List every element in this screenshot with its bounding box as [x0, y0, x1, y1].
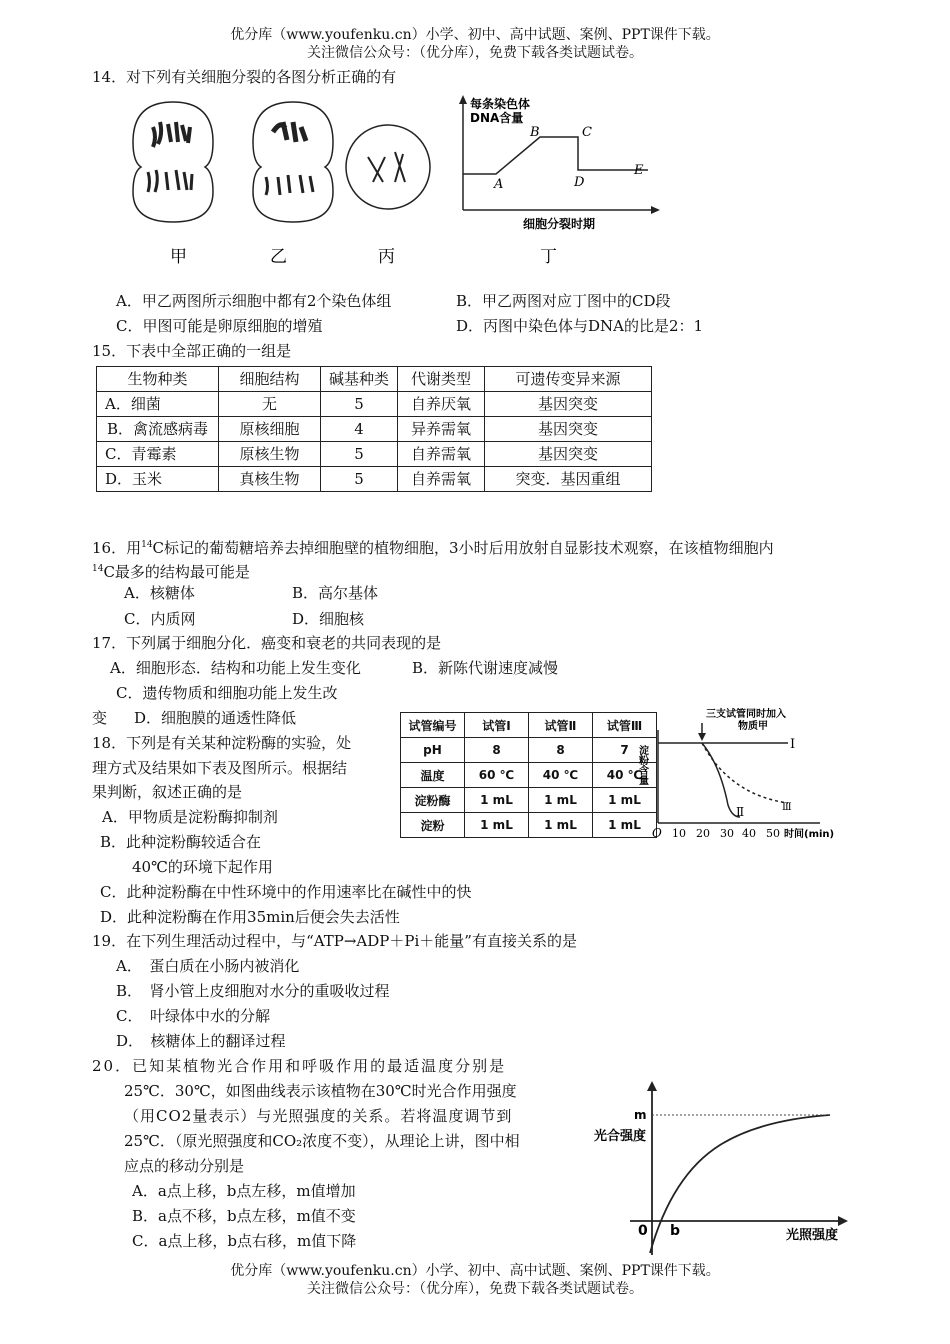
table-header-row: [401, 713, 657, 738]
q14-option-a: A．甲乙两图所示细胞中都有2个染色体组: [116, 292, 392, 310]
q16-option-b: B．高尔基体: [292, 584, 379, 602]
b-label: b: [670, 1223, 681, 1239]
q20-option-a: A．a点上移，b点左移，m值增加: [132, 1182, 356, 1200]
q17-option-a: A．细胞形态．结构和功能上发生变化: [110, 659, 361, 677]
graph-xlabel: 时间(min): [784, 829, 835, 840]
q18-option-a: A．甲物质是淀粉酶抑制剂: [102, 808, 278, 826]
label-ding: 丁: [540, 247, 557, 267]
q19-option-b: B． 肾小管上皮细胞对水分的重吸收过程: [116, 982, 390, 1000]
graph-xlabel: 光照强度: [786, 1228, 839, 1243]
q16-text: C标记的葡萄糖培养去掉细胞壁的植物细胞，3小时后用放射自显影技术观察，在该植物细胞内: [152, 539, 774, 557]
cell-yi: [253, 102, 333, 222]
q16-option-a: A．核糖体: [124, 584, 195, 602]
table-cell: 5: [321, 467, 398, 492]
q16-line-2: [92, 558, 250, 583]
table-cell: 1 mL: [529, 788, 593, 813]
header-cell: 细胞结构: [219, 367, 321, 392]
tick-label: 20: [696, 827, 710, 840]
cell-jia: [133, 102, 213, 222]
label-yi: 乙: [270, 247, 287, 267]
table-cell: 8: [529, 738, 593, 763]
graph-title-1: 三支试管同时加入: [706, 709, 786, 720]
ding-ylabel-1: 每条染色体: [470, 97, 531, 111]
q16-text: C最多的结构最可能是: [103, 563, 250, 581]
m-label: m: [634, 1108, 647, 1122]
q17-option-c-2: 变: [92, 709, 108, 727]
graph-title-2: 物质甲: [738, 721, 768, 732]
q16-superscript: 14: [141, 540, 153, 550]
curve-label-I: Ⅰ: [790, 737, 796, 752]
table-cell: 自养需氧: [398, 467, 485, 492]
table-row: [97, 442, 652, 467]
table-cell: 自养需氧: [398, 442, 485, 467]
table-cell: C．青霉素: [97, 442, 219, 467]
table-cell: pH: [401, 738, 465, 763]
table-cell: 1 mL: [593, 788, 657, 813]
table-cell: 原核生物: [219, 442, 321, 467]
point-A: A: [494, 177, 504, 192]
q18-option-c: C．此种淀粉酶在中性环境中的作用速率比在碱性中的快: [100, 883, 472, 901]
table-cell: 突变．基因重组: [485, 467, 652, 492]
table-cell: 基因突变: [485, 442, 652, 467]
label-bing: 丙: [378, 247, 395, 267]
table-row: [401, 813, 657, 838]
q20-graph: [590, 1075, 860, 1255]
q16-line-1: [92, 534, 774, 559]
table-row: [401, 788, 657, 813]
header-cell: 试管编号: [401, 713, 465, 738]
q19-option-d: D． 核糖体上的翻译过程: [116, 1032, 286, 1050]
table-cell: 40 ℃: [593, 763, 657, 788]
q14-option-c: C．甲图可能是卵原细胞的增殖: [116, 317, 323, 335]
table-cell: 1 mL: [465, 788, 529, 813]
table-cell: 原核细胞: [219, 417, 321, 442]
tick-label: 30: [720, 827, 734, 840]
footer-line-1: 优分库（www.youfenku.cn）小学、初中、高中试题、案例、PPT课件下载。: [230, 1263, 720, 1279]
table-cell: 7: [593, 738, 657, 763]
point-D: D: [574, 175, 585, 190]
curve-III: [702, 743, 788, 803]
table-cell: A．细菌: [97, 392, 219, 417]
q20-line-5: 应点的移动分别是: [124, 1157, 245, 1175]
footer-line-2: 关注微信公众号：（优分库），免费下载各类试题试卷。: [307, 1281, 643, 1297]
origin-label: 0: [638, 1223, 648, 1239]
q14-cell-figures: [118, 92, 448, 272]
q18-stem-1: 18．下列是有关某种淀粉酶的实验，处: [92, 734, 352, 752]
q20-option-c: C．a点上移，b点右移，m值下降: [132, 1232, 357, 1250]
table-cell: 1 mL: [593, 813, 657, 838]
header-cell: 代谢类型: [398, 367, 485, 392]
curve-II: [702, 743, 740, 817]
q18-option-b-2: 40℃的环境下起作用: [132, 858, 273, 876]
point-C: C: [582, 125, 592, 140]
graph-ylabel: 淀粉含量: [636, 745, 648, 785]
table-cell: 自养厌氧: [398, 392, 485, 417]
q18-stem-3: 果判断，叙述正确的是: [92, 783, 243, 801]
point-B: B: [530, 125, 540, 140]
tick-label: 40: [742, 827, 756, 840]
q16-option-d: D．细胞核: [292, 610, 365, 628]
table-row: [97, 392, 652, 417]
table-row: [401, 763, 657, 788]
curve-label-II: Ⅱ: [736, 805, 745, 819]
table-cell: 1 mL: [465, 813, 529, 838]
table-cell: 4: [321, 417, 398, 442]
point-E: E: [634, 163, 644, 178]
q19-option-a: A． 蛋白质在小肠内被消化: [116, 957, 300, 975]
q16-option-c: C．内质网: [124, 610, 196, 628]
q20-line-4: 25℃．（原光照强度和CO₂浓度不变），从理论上讲，图中相: [124, 1132, 520, 1150]
table-cell: 淀粉酶: [401, 788, 465, 813]
cell-bing: [346, 125, 430, 209]
tick-label: 50: [766, 827, 780, 840]
q20-line-2: 25℃．30℃，如图曲线表示该植物在30℃时光合作用强度: [124, 1082, 517, 1100]
q18-table: [400, 712, 657, 838]
graph-ylabel: 光合强度: [594, 1129, 647, 1144]
header-cell: 试管Ⅲ: [593, 713, 657, 738]
q16-superscript: 14: [92, 564, 104, 574]
q16-prefix: 16．用: [92, 539, 142, 557]
header-cell: 试管Ⅱ: [529, 713, 593, 738]
header-cell: 试管Ⅰ: [465, 713, 529, 738]
q14-graph-ding: [448, 92, 668, 272]
q14-option-d: D．丙图中染色体与DNA的比是2：1: [456, 317, 704, 335]
table-cell: 无: [219, 392, 321, 417]
table-cell: 40 ℃: [529, 763, 593, 788]
tick-label: 10: [672, 827, 686, 840]
q20-option-b: B．a点不移，b点左移，m值不变: [132, 1207, 356, 1225]
table-cell: B．禽流感病毒: [97, 417, 219, 442]
header-line-1: 优分库（www.youfenku.cn）小学、初中、高中试题、案例、PPT课件下载。: [230, 27, 720, 43]
q17-stem: 17．下列属于细胞分化．癌变和衰老的共同表现的是: [92, 634, 442, 652]
q15-table: [96, 366, 652, 492]
table-row: [401, 738, 657, 763]
table-cell: 基因突变: [485, 392, 652, 417]
q14-stem: 14．对下列有关细胞分裂的各图分析正确的有: [92, 68, 397, 86]
label-jia: 甲: [170, 247, 187, 267]
table-cell: 1 mL: [529, 813, 593, 838]
table-cell: D．玉米: [97, 467, 219, 492]
table-row: [97, 417, 652, 442]
table-cell: 60 ℃: [465, 763, 529, 788]
q19-stem: 19．在下列生理活动过程中，与“ATP→ADP＋Pi＋能量”有直接关系的是: [92, 932, 577, 950]
table-cell: 5: [321, 392, 398, 417]
curve-label-III: Ⅲ: [782, 802, 792, 813]
q19-option-c: C． 叶绿体中水的分解: [116, 1007, 270, 1025]
q18-stem-2: 理方式及结果如下表及图所示。根据结: [92, 759, 348, 777]
table-cell: 淀粉: [401, 813, 465, 838]
q20-line-3: （用CO2量表示）与光照强度的关系。若将温度调节到: [124, 1107, 513, 1125]
header-cell: 碱基种类: [321, 367, 398, 392]
table-cell: 异养需氧: [398, 417, 485, 442]
q15-stem: 15．下表中全部正确的一组是: [92, 342, 292, 360]
table-cell: 基因突变: [485, 417, 652, 442]
table-cell: 8: [465, 738, 529, 763]
header-cell: 生物种类: [97, 367, 219, 392]
q17-option-b: B．新陈代谢速度减慢: [412, 659, 559, 677]
ding-xlabel: 细胞分裂时期: [523, 217, 596, 231]
header-cell: 可遗传变异来源: [485, 367, 652, 392]
header-line-2: 关注微信公众号：（优分库），免费下载各类试题试卷。: [307, 45, 643, 61]
q14-option-b: B．甲乙两图对应丁图中的CD段: [456, 292, 671, 310]
table-cell: 温度: [401, 763, 465, 788]
q20-line-1: 20．已知某植物光合作用和呼吸作用的最适温度分别是: [92, 1057, 507, 1075]
table-row: [97, 467, 652, 492]
table-cell: 真核生物: [219, 467, 321, 492]
q18-option-d: D．此种淀粉酶在作用35min后便会失去活性: [100, 908, 400, 926]
q17-option-d: D．细胞膜的通透性降低: [134, 709, 297, 727]
ding-ylabel-2: DNA含量: [470, 111, 524, 125]
q18-graph: [636, 705, 880, 845]
graph-origin: O: [652, 826, 662, 840]
table-cell: 5: [321, 442, 398, 467]
q17-option-c-1: C．遗传物质和细胞功能上发生改: [116, 684, 338, 702]
q18-option-b-1: B．此种淀粉酶较适合在: [100, 833, 262, 851]
table-header-row: [97, 367, 652, 392]
